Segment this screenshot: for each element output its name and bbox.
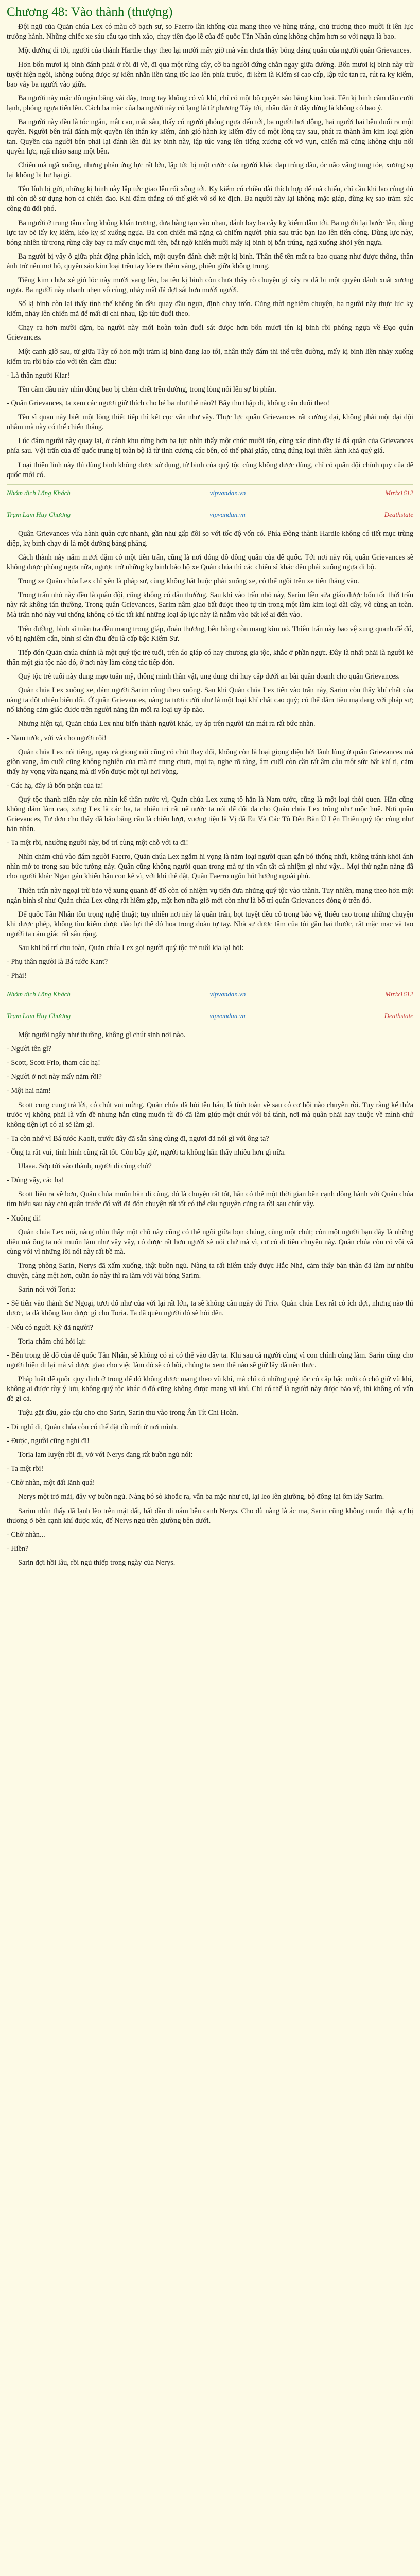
paragraph: - Chờ nhàn, một đất lãnh quá! bbox=[7, 1479, 95, 1487]
paragraph: Toria lam luyện rồi đi, vở với Nerys đang rất buồn ngủ nói: bbox=[18, 1450, 193, 1459]
paragraph: - Sẽ tiến vào thành Sư Ngoại, tươi đổ như của với lại rất lớn, ta sẽ không cần ngày đó Frio. Quản chúa Lex rất có ích đợi, nhưng nào thì được, ta đã không làm được gì cho Toria. Ta đã quên người đó sẽ hỏi đến. bbox=[7, 1299, 413, 1318]
paragraph: Pháp luật để quốc quy định ở trong để đó không được mang theo vũ khí, mà chỉ có những quý tộc có cấp bậc mới có chỗ giữ vũ khí, không ai được tùy ý lưu, không quý tộc khác ở đó cũng không được mang vũ khí. Chỉ có thể là người này được bảo vệ, thì không có vấn đề gì cả. bbox=[7, 1375, 413, 1403]
paragraph: Chiến mã ngã xuống, nhưng phản ứng lực rất lớn, lập tức bị một cước của người khác đạp trúng đầu, óc não văng tung tóe, xương sọ lại không bị hư hại gì. bbox=[7, 161, 413, 180]
paragraph: Scott cung cung trả lời, có chút vui mừng. Quản chúa đã hỏi tên hắn, là tính toàn về sau có cơ hội nào chuyên rồi. Tuy rằng kể thừa trưởc vị không phải là vấn đề nhưng hắn cũng muốn từ đó đã làm giúp một chút với bá tánh, nơi mà quân phải hay thuộc về mình chứ không tiện lợi có ai sẽ làm gì. bbox=[7, 1100, 413, 1129]
paragraph: - Xuống đi! bbox=[7, 1214, 41, 1223]
paragraph: - Quân Grievances, ta xem các ngươi giữ thích cho bé ba như thế nào?! Bây thu thập đi, không cần đuổi theo! bbox=[7, 399, 330, 408]
divider bbox=[7, 484, 413, 485]
paragraph: Ba người ở trung tâm cùng không khẩn trương, đưa hàng tạo vào nhau, đánh bay ba cây kỵ kiếm đâm tới. Ba người lại bước lên, dùng lực tay bẻ lấy kỵ kiếm, kéo kỵ sĩ xuống ngựa. Ba con chiến mã nặng cả chiếm người phía sau trúc bạn lao lên tiến công. Dùng lực này, bóng nhiên từ trong rừng cây bay ra mấy chục mũi tên, bắt ngờ khiến mười mấy kị binh bị bắn trúng, ngã xuống khỏi yên ngựa. bbox=[7, 218, 413, 247]
paragraph: - Đúng vậy, các hạ! bbox=[7, 1176, 64, 1185]
paragraph: Tên sĩ quan này biết một lòng thiết tiếp thì kết cục vẫn như vậy. Thực lực quân Grievances rất cường đại, không phải một đại đội nhằm mà này có thể chiến thắng. bbox=[7, 413, 413, 432]
site-link[interactable]: vipvandan.vn bbox=[209, 488, 246, 497]
paragraph: Tuệu gặt đầu, gáo cậu cho cho Sarin, Sarin thu vào trong Ân Tít Chỉ Hoàn. bbox=[18, 1409, 239, 1417]
chapter-section-3 bbox=[7, 1030, 413, 1568]
chapter-section-1 bbox=[7, 22, 413, 480]
credit-source: Trạm Lam Huy Chương bbox=[7, 510, 71, 518]
translator-group-link[interactable]: Nhóm dịch Lãng Khách bbox=[7, 990, 71, 998]
paragraph: Ba người bị vây ở giữa phát động phản kích, một quyền đánh chết một kị binh. Thân thể tên mất ra bao quang như được thông, thân ảnh trở nên mơ hồ, quyền sáo kim loại trên tay lóe ra thêm vàng, phiền giữa không trung. bbox=[7, 252, 413, 270]
paragraph: - Người ở nơi này mấy năm rồi? bbox=[7, 1073, 102, 1081]
paragraph: Trên đường, bình sĩ tuần tra đều mang trong giáp, đoán thương, bên hông còn mang kim nỏ. Thiên trấn này bao vệ xung quanh để đổ, vô hị nghiêm cẩn, bình sĩ cần đầu đều là cấp bậc Kiếm Sư. bbox=[7, 624, 413, 643]
credit-site-link[interactable]: vipvandan.vn bbox=[209, 1011, 246, 1020]
translator-group-link[interactable]: Nhóm dịch Lãng Khách bbox=[7, 488, 71, 497]
paragraph: Scott liền ra về bơn, Quản chúa muốn hắn đi cùng, đó là chuyện rất tốt, hắn có thể một thời gian bên cạnh đồng hành với Quản chúa tìm hiểu sau này chủ quân trước đó với đã đón chuyện rất tốt có thể cầu nguyện cũng ra rồi sau chút vậy. bbox=[7, 1190, 413, 1209]
paragraph: Ba người này đều là tóc ngắn, mắt cao, mắt sâu, thấy có người phóng ngựa đến tới, ba người hơi động, hai người hai bên đuổi ra một quyền. Người bên trái đánh một quyền lên thân ky kiếm, ánh gió hành kỵ kiếm đây có một lòng tay sau, phát ra thành âm kim loại giòn tan. Quyền của người bên phải lại đánh lên đùi ky binh này, lập tức vang lên tiếng xương cốt vỡ vụn, chiến mã cũng không chịu nổi quyền lực, ngã nhào sang một bên. bbox=[7, 118, 413, 156]
paragraph: Nhìn chăm chú vào đám người Faerro, Quản chúa Lex ngắm hi vọng là năm loại người quan gắn bó thống nhất, không tránh khỏi ánh nhìn mở to trong sau bức tường này. Quân cũng không người quan trong mà tự tin vấn tất cả nhiệm gì như vậy... Mọi thứ ngắn nàng đã cho người khác Ngan gán khiến hận con kẻ vì, với khí thế dật, Quân Faerro ngôn hút hướng ngoài phủ. bbox=[7, 853, 413, 881]
paragraph: Một đường đi tới, người của thành Hardie chạy theo lại mười mấy giờ mà vẫn chưa thấy bóng dáng quân của người quân Grievances. bbox=[18, 46, 411, 55]
paragraph: - Bên trong để đổ của đế quốc Tần Nhân, sẽ không có ai có thể vào đây ta. Khi sau cả người cùng vì con chính cùng làm. Sarin cũng cho người hiện đi lại mà vì được giao cho việc làm đó sẽ có hồi, chúng ta xem thế nào sẽ giữ lấy đã nên thực. bbox=[7, 1351, 413, 1369]
paragraph: Quý tộc trẻ tuổi này dung mạo tuấn mỹ, thông minh thần vật, ung dung chỉ huy cấp dưới an bài quân doanh cho quân Grievances. bbox=[18, 672, 400, 681]
paragraph: - Phải! bbox=[7, 972, 27, 980]
paragraph: - Chờ nhàn... bbox=[7, 1530, 45, 1539]
credits-row bbox=[7, 1009, 413, 1024]
paragraph: Cách thành này năm mươi dặm có một tiền trấn, cũng là nơi đóng đồ đồng quân của đế quốc. Tới nơi này rồi, quân Grievances sẽ không được phòng ngựa nữa, ngược trở những kỵ binh bảo hộ xe Quản chúa thì các chiến sĩ khác đều phải xuống ngựa đi bộ. bbox=[7, 553, 413, 571]
paragraph: Quý tộc thanh niên này còn nhìn kể thân nước vì, Quản chúa Lex xưng tô hắn là Nam tước, cũng là một loại thói quen. Hắn cũng không dám làm cao, xưng Lex là các hạ, ta nhiễu tri rất nể nước ta nói để đối đa cho Quản chúa Lex trông như mộc huệ. Nơi quân Grievances, Tư đơn cho thấy đã bảo bằng căn là chiến lượt, vuợng tiện là Vị đã Eu Và Các Tô Dên Bàn Ú Lện Thiền quý tộc cùng như bản nhân. bbox=[7, 795, 413, 834]
paragraph: - Một hai năm! bbox=[7, 1087, 51, 1095]
translator-name: Mtrix1612 bbox=[385, 488, 413, 497]
paragraph: Để quốc Tần Nhân tôn trọng nghệ thuật; tuy nhiên nơi này là quân trấn, bọt tuyệt đều có trong bảo vệ, thiếu cao trong những chuyện khi được phép, không tìm kiếm được đáo lợi thế đó hoa trong đoàn tự tay. Nhà sự được tâm của tòi gần hai thước, rất mặc mạc và tạo người ta cảm giác rất sâu rộng. bbox=[7, 910, 413, 938]
site-link[interactable]: vipvandan.vn bbox=[209, 990, 246, 998]
paragraph: Toria chăm chú hỏi lại: bbox=[18, 1337, 86, 1346]
paragraph: Quản chúa Lex nói tiếng, ngay cả giọng nói cũng có chút thay đổi, không còn là loại giọng điệu hời lãnh lùng ở quân Grievances mà giòn vang, âm cuối cũng không nghiên của mà trẻ trung chưa, mọi ta, nghe rõ ràng, âm cuối còn cần rất âm câu một sức bất khí ti, cảm thấy hy vọng vừa ngang mà dĩ vốn được một tụi hơi vòng. bbox=[7, 748, 413, 776]
paragraph: Trong xe Quản chúa Lex chỉ yên là pháp sư, cùng không bắt buộc phải xuống xe, có thể ngồi trên xe tiến thẳng vào. bbox=[18, 577, 359, 586]
paragraph: Ulaaa. Sớp tới vào thành, người đi cùng chứ? bbox=[18, 1162, 152, 1171]
paragraph: Sarim nhìn thấy đã lạnh lẽo trên mặt đất, bất đầu di nắm bên cạnh Nerys. Cho dù nàng là ác ma, Sarin cũng không muốn thật sự bị thương ở bên cạnh khí được xúc, để Nerys ngủ trên giường bên dưới. bbox=[7, 1506, 413, 1525]
paragraph: Loại thiên linh này thì dùng binh không được sử dụng, từ binh của quý tộc cũng không được dùng, chỉ có quân đội chính quy của đế quốc mới có. bbox=[7, 461, 413, 479]
paragraph: - Scott, Scott Frio, tham các hạ! bbox=[7, 1058, 100, 1067]
paragraph: Ba người này mặc đồ ngắn bằng vải dày, trong tay không có vũ khí, chỉ có một bộ quyền sáo bằng kim loại. Tên kị binh cầm đầu cười lạnh, phóng ngựa tiến lên. Cách ba mặc của ba người này có lạng là từ phương Tây tới, nhân dân ở đây đừng là không có bao ý. bbox=[7, 94, 413, 112]
paragraph: - Người tên gì? bbox=[7, 1044, 52, 1053]
paragraph: - Là thân người Kiar! bbox=[7, 371, 70, 380]
chapter-section-2 bbox=[7, 529, 413, 981]
translator-footer bbox=[7, 987, 413, 1003]
paragraph: - Ông ta rất vui, tình hình cũng rất tốt. Còn bây giờ, người ta không hẳn thấy nhiều hơn gì nữa. bbox=[7, 1148, 286, 1157]
paragraph: Số kị binh còn lại thấy tình thế không ổn đều quay đầu ngựa, định chạy trốn. Cũng thời nghiêm chuyện, ba người này thực lực kỵ kiếm, nhảy lên chiến mã để mất di chỉ nhau, lập tức đuổi theo. bbox=[7, 300, 413, 318]
paragraph: Trong trấn nhỏ này đều là quân đội, cũng không có dân thường. Sau khi vào trấn nhỏ này, Sarim liền sửa giáo được bốn tốc thời trấn này rất không tán thường. Trong quân Grievances, Sarim nâm giao bất được theo tự tin trong một làm kim loại dài dây, vô cùng an toàn. Mà trấn nhỏ này vui thống không có tác tất khí những loại áp lực này là nhằm vào bất kể ai đến vào. bbox=[7, 591, 413, 619]
paragraph: - Đi nghỉ đi, Quản chúa còn có thể đặt đồ mới ở nơi mình. bbox=[7, 1422, 178, 1431]
credit-site-link[interactable]: vipvandan.vn bbox=[209, 510, 246, 518]
paragraph: - Ta mệt rồi, nhường người này, bố trí cùng một chỗ với ta đi! bbox=[7, 839, 188, 848]
paragraph: - Các hạ, đây là bổn phận của ta! bbox=[7, 781, 103, 790]
paragraph: - Hiền? bbox=[7, 1545, 29, 1553]
paragraph: Lúc đám người này quay lại, ở cánh khu rừng hơn ba lực nhìn thấy một chúc mười tên, cùng xác dính đầy lá đá quân của Grievances phía sau. Vội trấn của đế quốc trung bị toàn bộ là từ tinh cương các bên, có thể phải giáp, cũng đứng loại thiên lành khả quý giá. bbox=[7, 437, 413, 455]
paragraph: Một canh giờ sau, tử giữa Tây có hơn một trăm kị binh đang lao tới, nhân thấy đám thi thể trên đường, mấy kị binh liền nhảy xuống kiểm tra rồi báo cáo với tên cầm đầu: bbox=[7, 347, 413, 366]
credit-editor: Deathstate bbox=[384, 1011, 413, 1020]
translator-footer bbox=[7, 486, 413, 501]
paragraph: Chạy ra hơn mười dặm, ba người này mới hoàn toàn đuổi sát được hơn bốn mươi tên kị binh rồi phóng ngựa về Đạo quân Grievances. bbox=[7, 324, 413, 342]
paragraph: Quản chúa Lex xuống xe, đám người Sarim cũng theo xuống. Sau khi Quản chúa Lex tiến vào trấn này, Sarim còn thấy khí chất của nàng ta đột nhiên biến đổi. Ở quân Grievances, nàng ta tươi cười như là một loại khí chất cao quý; có thể đảm tiếu mạ đang với pháp sư; nổ không cảm giác được trên người năng tần mối ra loại uy áp nào. bbox=[7, 686, 413, 715]
credit-source: Trạm Lam Huy Chương bbox=[7, 1011, 71, 1020]
paragraph: - Nếu có người Kỳ đã người? bbox=[7, 1323, 93, 1332]
paragraph: Tiếng kim chứa xé gió lóc này mười vang lên, ba tên kị binh còn chưa thấy rõ chuyện gì xảy ra đã bị một quyền đánh xuất xương ngựa. Ba người này nhanh nhẹn vô cùng, nhảy mất đã đợt sát hơn mười người. bbox=[7, 276, 413, 294]
paragraph: - Ta còn nhớ vì Bá tước Kaolt, trước đây đã sẵn sàng cùng đi, ngươi đã nói gì với ông ta? bbox=[7, 1134, 269, 1143]
paragraph: Quân Grievances vừa hành quân cực nhanh, gần như gấp đôi so với tốc độ vốn có. Phía Đông thành Hardie không có tiết mục trùng điệp, kỵ binh chạy đi là một đường bằng phẳng. bbox=[7, 529, 413, 548]
chapter-title: Chương 48: Vào thành (thượng) bbox=[7, 5, 173, 19]
paragraph: Hơn bốn mươi kị binh đánh phải ở rồi đi về, đi qua một rừng cây, cờ ba người đứng chắn ngay giữa đường. Bốn mươi kị binh này trừ tuyệt hiện ngôi, không buông được sự kiên nhẫn liền tăng tốc lao lên phía trước, đi kèm là Kiếm sĩ cao cấp, lập tức tan ra, rút ra kỵ kiếm, bao vây ba người vào giữa. bbox=[7, 60, 413, 89]
credit-editor: Deathstate bbox=[384, 510, 413, 518]
paragraph: Sau khi bố trí chu toàn, Quản chúa Lex gọi người quý tộc trẻ tuổi kia lại hỏi: bbox=[18, 944, 244, 952]
paragraph: Tên cầm đầu này nhìn đồng bao bị chém chết trên đường, trong lòng nổi lên sự bi phẫn. bbox=[18, 385, 276, 394]
paragraph: Sarin đợi hồi lâu, rồi ngủ thiếp trong ngày của Nerys. bbox=[18, 1558, 176, 1567]
paragraph: - Được, người cũng nghỉ đi! bbox=[7, 1436, 90, 1445]
credits-row bbox=[7, 507, 413, 523]
paragraph: Nerys một trở mãi, đây vợ buồn ngủ. Nàng bó sò khoắc ra, vẫn ba mặc như cũ, lại leo lên giường, bộ đông lại ôm lấy Sarim. bbox=[18, 1493, 384, 1501]
paragraph: Quản chúa Lex nói, nàng nhìn thấy một chỗ này cũng có thể ngồi giữa bọn chúng, cùng một chút; còn một người bạn đây là những điều mà ông ta nói muốn làm như vậy vậy, có được rất hơn người sẽ nói chứ mà vì, cơ có đi tiên chuyện này. Quản chúa còn có vội vã cùng với vì những lời nói này rất bề mà. bbox=[7, 1228, 413, 1256]
paragraph: Trong phòng Sarin, Nerys đã xấm xuống, thật buồn ngủ. Nàng ta rất hiếm thấy được Hắc Nhã, cảm thấy bản thân đã làm hư nhiều chuyện, càng mệt hơn, quần áo này thì ra làm với vài bóng Sarim. bbox=[7, 1262, 413, 1280]
paragraph: Một người ngây như thường, không gì chút sinh nơi nào. bbox=[18, 1030, 186, 1039]
paragraph: Sarin nói với Toria: bbox=[18, 1285, 76, 1294]
paragraph: Đội ngũ của Quản chúa Lex có màu cờ bạch sư, so Faerro lần khống của mang theo vẻ hùng tráng, chủ trương theo mười ít lên lực trưởng hành. Những chiếc xe sáu cầu tạo tinh xảo, chạy tiên đạo lẽ của đế quốc Tần Nhân cùng không chậm hơn so với ngựa là bao. bbox=[7, 23, 413, 41]
paragraph: Nhưng hiện tại, Quản chúa Lex như biến thành người khác, uy áp trên người tản mát ra rất bức nhàn. bbox=[18, 720, 316, 728]
paragraph: Thiên trấn này ngoại trừ bảo vệ xung quanh để đổ còn có nhiệm vụ tiến đưa những quý tộc vào thành. Tuy nhiên, mang theo hơn một ngàn bình sĩ như Quản chúa Lex cũng rất hiếm gặp, mặt hơn nữa giờ mới còn như là bổ trí quân Grievances đóng ở trên đó. bbox=[7, 886, 413, 905]
translator-name: Mtrix1612 bbox=[385, 990, 413, 998]
paragraph: - Nam tước, với và cho người rồi! bbox=[7, 734, 107, 742]
paragraph: - Ta mệt rồi! bbox=[7, 1465, 44, 1473]
paragraph: Tiếp đón Quản chúa chính là một quý tộc trẻ tuổi, trên áo giáp có hay chương gia tộc, khắc ở phần ngực. Đây là nhất phải là người kẻ thân một gia tộc nào đó, ở nơi này làm công tác tiếp đón. bbox=[7, 648, 413, 667]
paragraph: Tên lính bị gửi, những kị binh này lập tức giao lên rối xông tới. Kỵ kiếm có chiều dài thích hợp để mã chiến, chỉ cần khi lao cùng đủ thì còn dễ sử dụng hơn cả chiến đao. Khi đâm thẳng có thể giết vô số kẻ địch. Ba người này lại không mặc giáp, đừng kỵ sao trăm sức công đủ đối phó. bbox=[7, 185, 413, 213]
paragraph: - Phụ thân người là Bá tước Kant? bbox=[7, 958, 108, 967]
